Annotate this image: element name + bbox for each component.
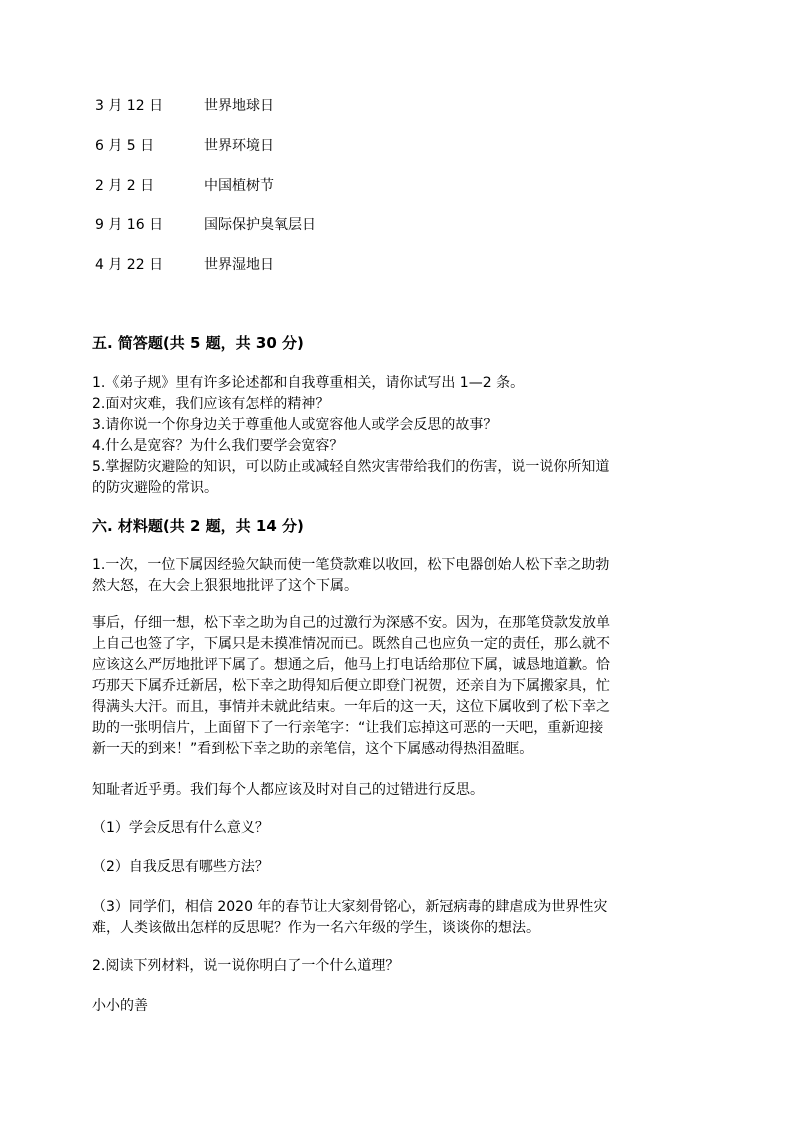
festival-date: 4 月 22 日 xyxy=(95,257,164,273)
festival-event: 世界环境日 xyxy=(204,138,274,154)
question-item: 3.请你说一个你身边关于尊重他人或宽容他人或学会反思的故事？ xyxy=(92,417,498,433)
paragraph-line: 1.一次，一位下属因经验欠缺而使一笔贷款难以收回，松下电器创始人松下幸之助勃 xyxy=(92,557,610,573)
festival-date: 6 月 5 日 xyxy=(95,138,155,154)
question-item: 2.面对灾难，我们应该有怎样的精神？ xyxy=(92,396,330,412)
festival-date: 9 月 16 日 xyxy=(95,217,164,233)
paragraph-line: 事后，仔细一想，松下幸之助为自己的过激行为深感不安。因为，在那笔贷款发放单 xyxy=(92,615,610,631)
paragraph-line: 难，人类该做出怎样的反思呢？作为一名六年级的学生，谈谈你的想法。 xyxy=(92,920,540,936)
festival-date: 2 月 2 日 xyxy=(95,178,155,194)
sub-question-3 xyxy=(92,897,704,939)
paragraph-line: 新一天的到来！”看到松下幸之助的亲笔信，这个下属感动得热泪盈眶。 xyxy=(92,741,534,757)
sub-question-1: （1）学会反思有什么意义？ xyxy=(92,820,269,836)
paragraph-line: 应该这么严厉地批评下属了。想通之后，他马上打电话给那位下属，诚恳地道歉。恰 xyxy=(92,657,610,673)
section5-heading: 五. 简答题(共 5 题，共 30 分) xyxy=(92,334,304,352)
festival-event: 中国植树节 xyxy=(204,178,274,194)
festival-date: 3 月 12 日 xyxy=(95,98,164,114)
material2-paragraph xyxy=(92,613,704,760)
paragraph-line: （3）同学们，相信 2020 年的春节让大家刻骨铭心，新冠病毒的肆虐成为世界性灾 xyxy=(92,899,608,915)
question-item: 5.掌握防灾避险的知识，可以防止或减轻自然灾害带给我们的伤害，说一说你所知道 xyxy=(92,459,610,475)
section6-heading: 六. 材料题(共 2 题，共 14 分) xyxy=(92,517,304,535)
question-item: 的防灾避险的常识。 xyxy=(92,480,218,496)
paragraph-line: 上自己也签了字，下属只是未摸准情况而已。既然自己也应负一定的责任，那么就不 xyxy=(92,636,610,652)
festival-event: 国际保护臭氧层日 xyxy=(204,217,316,233)
paragraph-line: 然大怒，在大会上狠狠地批评了这个下属。 xyxy=(92,578,358,594)
festival-event: 世界地球日 xyxy=(204,98,274,114)
section5-questions xyxy=(92,373,704,499)
paragraph-line: 巧那天下属乔迁新居，松下幸之助得知后便立即登门祝贺，还亲自为下属搬家具，忙 xyxy=(92,678,610,694)
paragraph-line: 助的一张明信片，上面留下了一行亲笔字：“让我们忘掉这可恶的一天吧，重新迎接 xyxy=(92,720,604,736)
question-2: 2.阅读下列材料，说一说你明白了一个什么道理？ xyxy=(92,958,400,974)
material-title: 小小的善 xyxy=(92,998,148,1014)
material1-paragraph xyxy=(92,555,704,597)
question-item: 4.什么是宽容？为什么我们要学会宽容？ xyxy=(92,438,344,454)
summary-line: 知耻者近乎勇。我们每个人都应该及时对自己的过错进行反思。 xyxy=(92,782,484,798)
paragraph-line: 得满头大汗。而且，事情并未就此结束。一年后的这一天，这位下属收到了松下幸之 xyxy=(92,699,610,715)
festival-event: 世界湿地日 xyxy=(204,257,274,273)
sub-question-2: （2）自我反思有哪些方法？ xyxy=(92,859,269,875)
question-item: 1.《弟子规》里有许多论述都和自我尊重相关，请你试写出 1—2 条。 xyxy=(92,375,525,391)
